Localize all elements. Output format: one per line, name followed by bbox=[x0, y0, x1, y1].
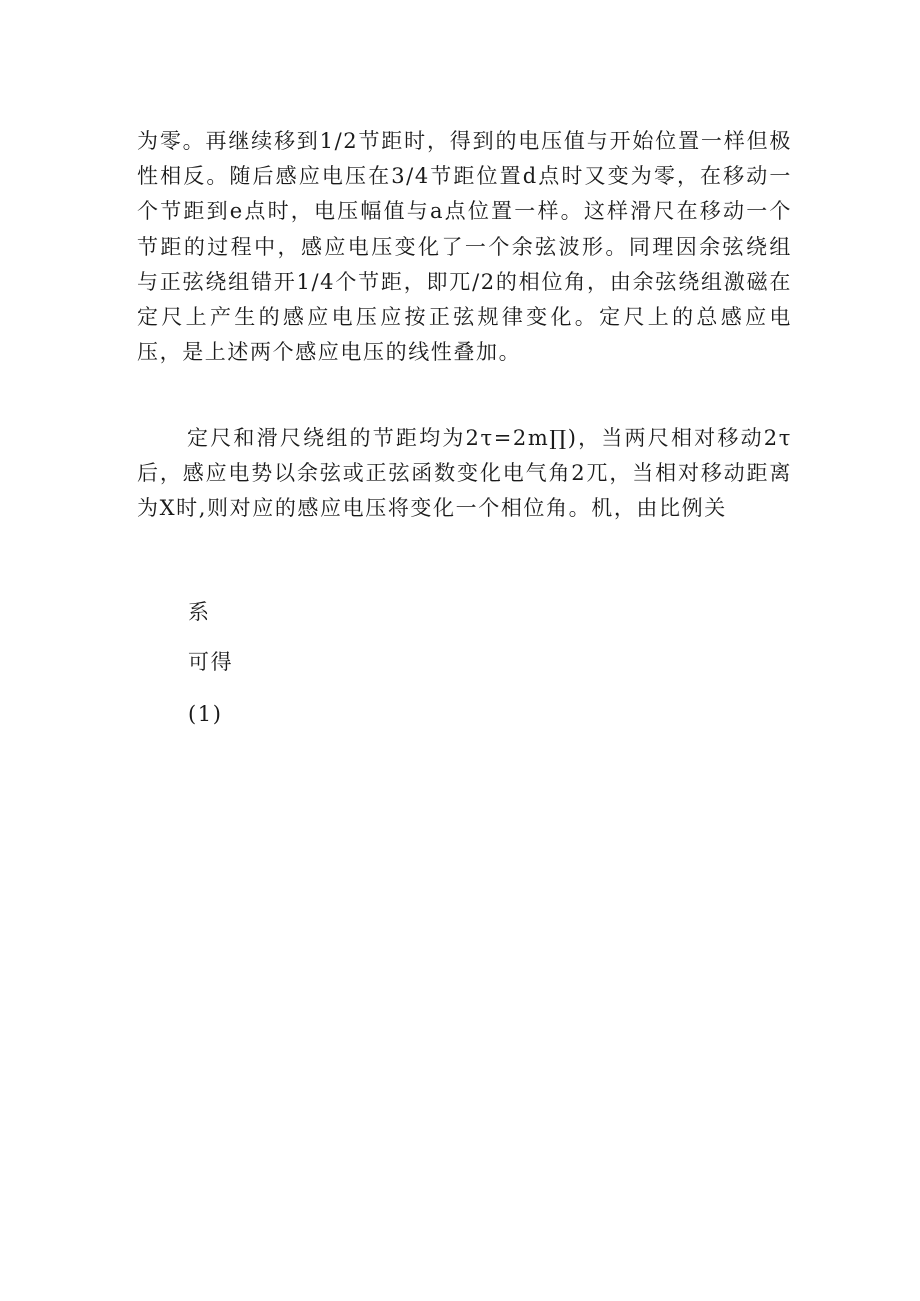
body-paragraph-2: 定尺和滑尺绕组的节距均为2τ=2m∏)，当两尺相对移动2τ后，感应电势以余弦或正弦函数变化电气角2兀，当相对移动距离为X时,则对应的感应电压将变化一个相位角。机，由比例关 bbox=[137, 426, 792, 521]
body-paragraph-1: 为零。再继续移到1/2节距时，得到的电压值与开始位置一样但极性相反。随后感应电压在3/4节距位置d点时又变为零，在移动一个节距到e点时，电压幅值与a点位置一样。这样滑尺在移动一个节距的过程中，感应电压变化了一个余弦波形。同理因余弦绕组与正弦绕组错开1/4个节距，即兀/2的相位角，由余弦绕组激磁在定尺上产生的感应电压应按正弦规律变化。定尺上的总感应电压，是上述两个感应电压的线性叠加。 bbox=[137, 129, 792, 365]
text-line-kede: 可得 bbox=[188, 650, 234, 674]
equation-number: (1) bbox=[188, 702, 223, 726]
text-line-xi: 系 bbox=[188, 600, 211, 624]
